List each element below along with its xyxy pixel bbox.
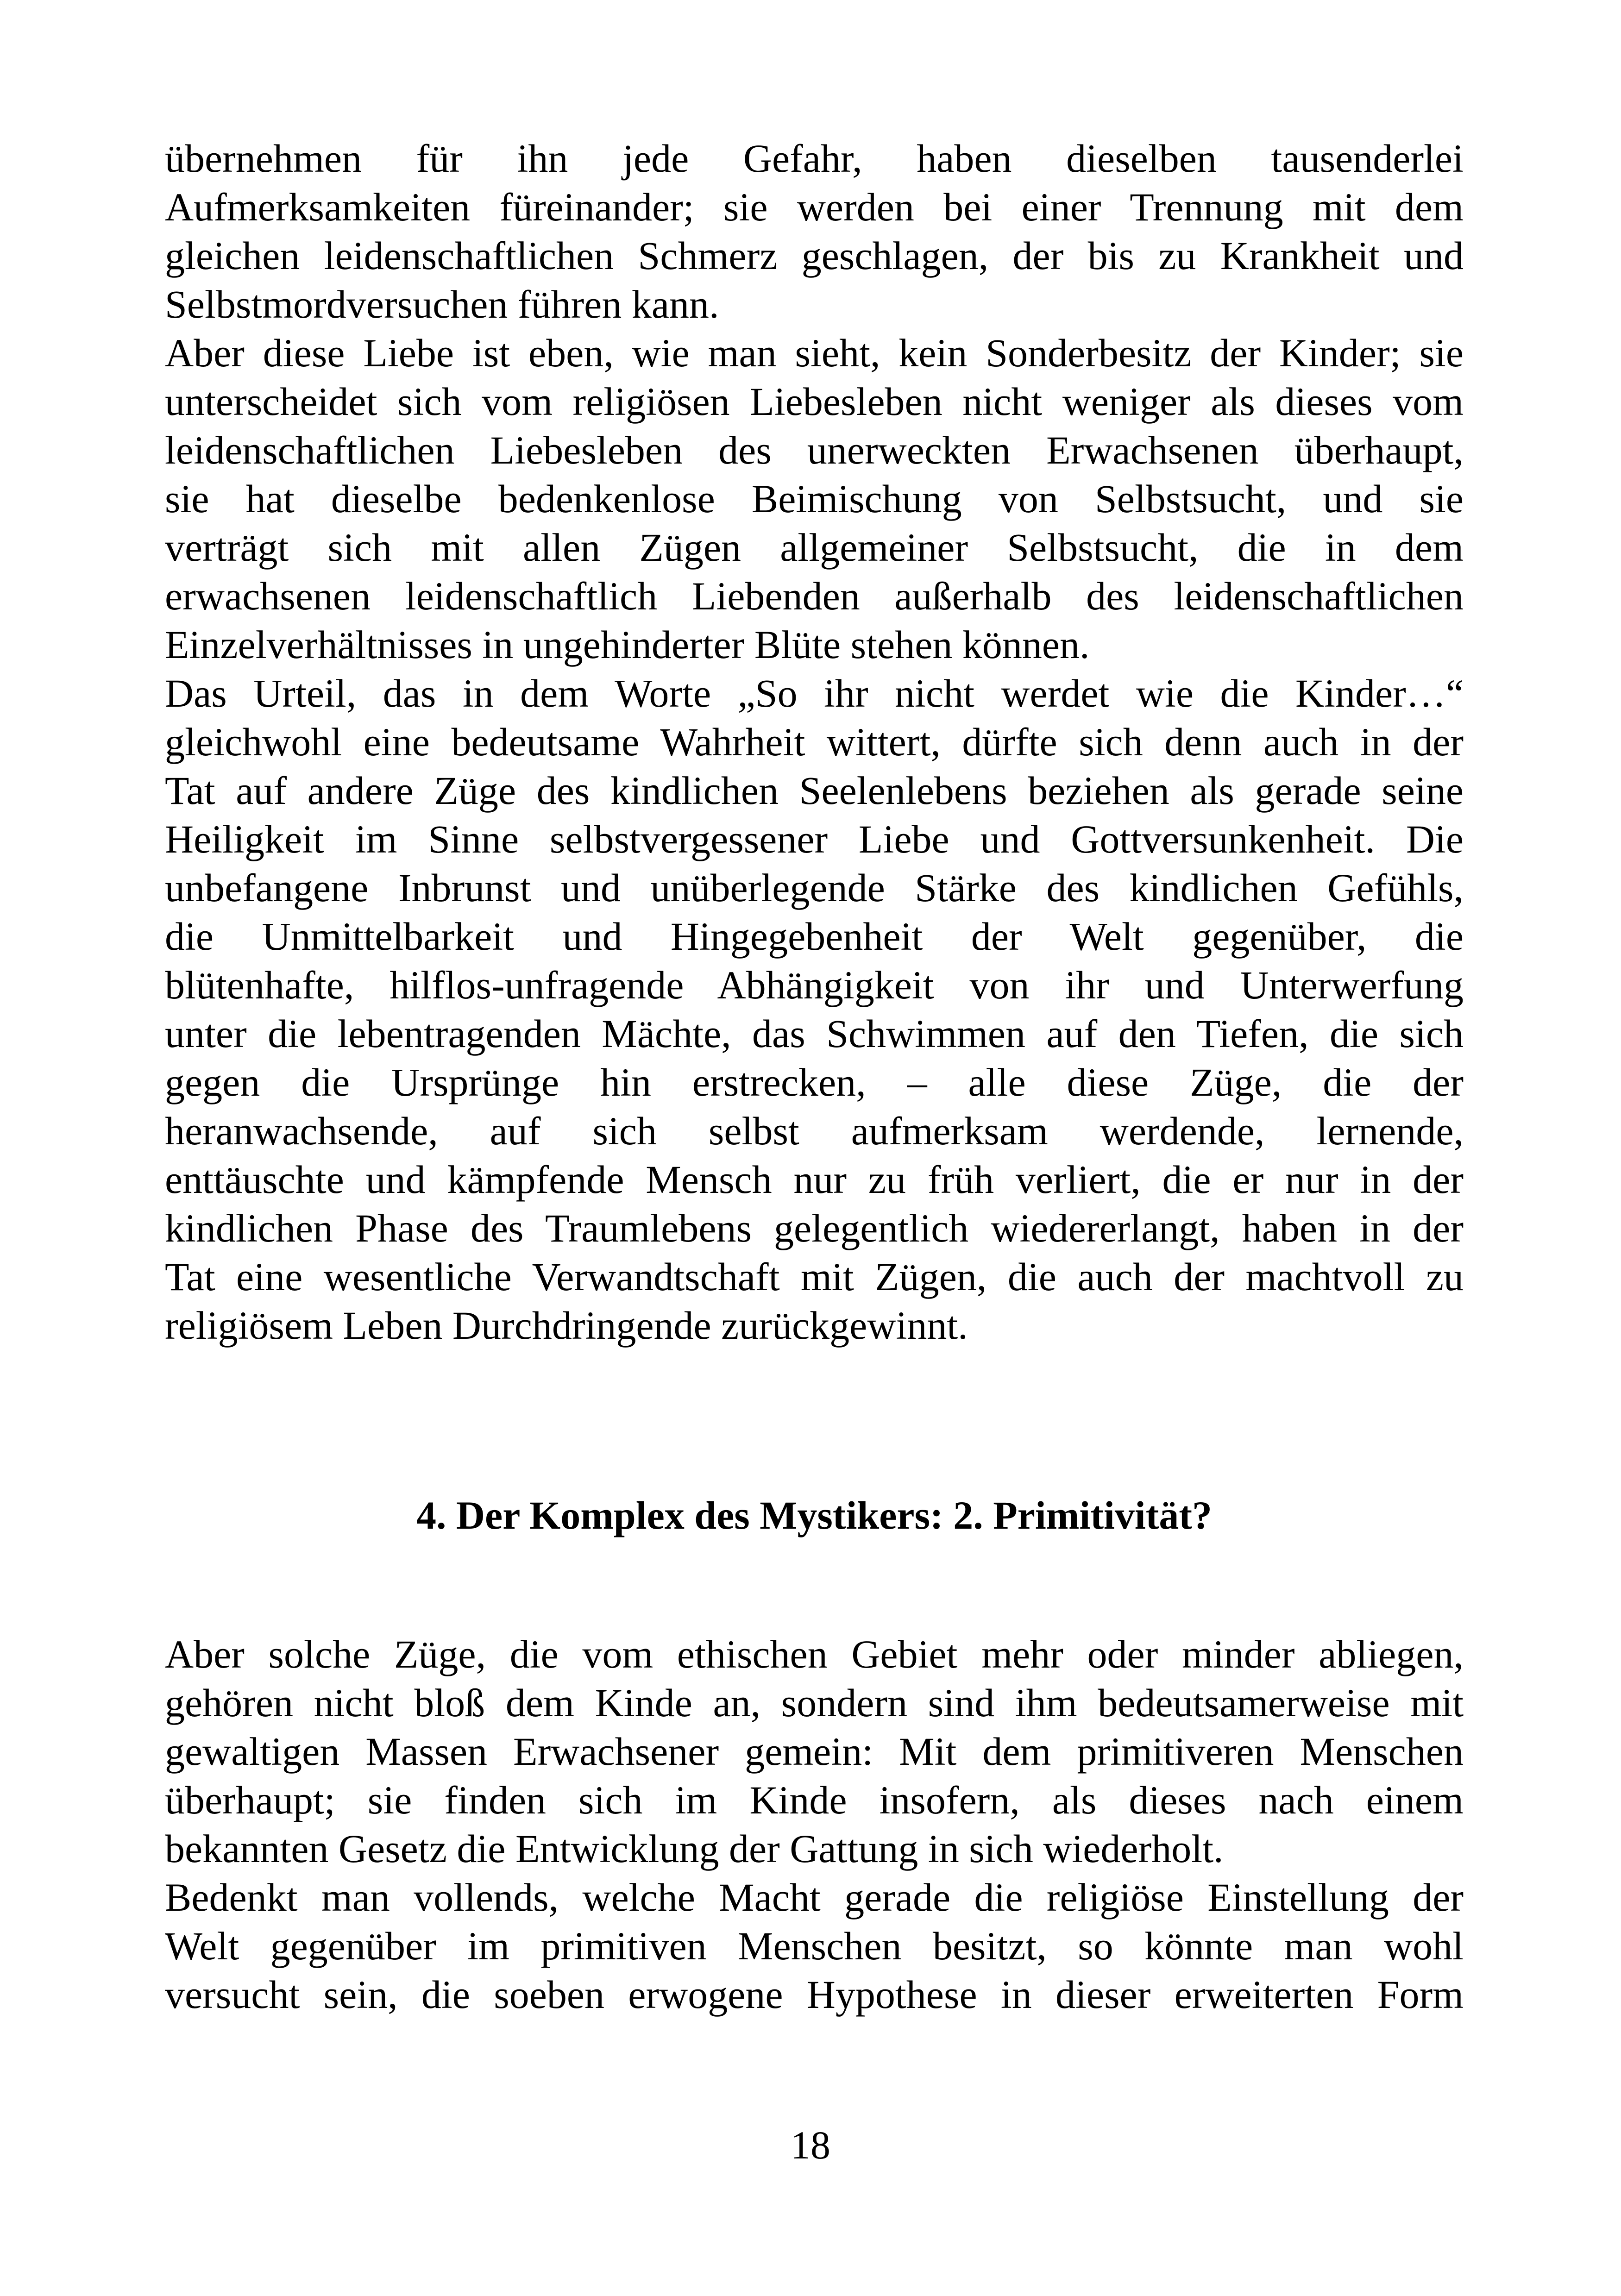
text-line: Das Urteil, das in dem Worte „So ihr nicht werdet wie die Kinder…“: [165, 671, 1464, 715]
text-line: kindlichen Phase des Traumlebens gelegentlich wiedererlangt, haben in der: [165, 1206, 1464, 1250]
text-line: versucht sein, die soeben erwogene Hypothese in dieser erweiterten Form: [165, 1972, 1464, 2017]
text-line: leidenschaftlichen Liebesleben des unerweckten Erwachsenen überhaupt,: [165, 428, 1464, 472]
text-line: Tat eine wesentliche Verwandtschaft mit Zügen, die auch der machtvoll zu: [165, 1255, 1464, 1299]
text-line: gleichwohl eine bedeutsame Wahrheit wittert, dürfte sich denn auch in der: [165, 720, 1464, 764]
text-line: die Unmittelbarkeit und Hingegebenheit der Welt gegenüber, die: [165, 914, 1464, 959]
paragraph-3: [165, 669, 1464, 1350]
section-heading: 4. Der Komplex des Mystikers: 2. Primitivität?: [416, 1493, 1213, 1537]
page-number: 18: [791, 2123, 830, 2167]
text-line: Bedenkt man vollends, welche Macht gerade die religiöse Einstellung der: [165, 1875, 1464, 1920]
text-line: verträgt sich mit allen Zügen allgemeiner Selbstsucht, die in dem: [165, 525, 1464, 570]
text-line: Aber diese Liebe ist eben, wie man sieht, kein Sonderbesitz der Kinder; sie: [165, 331, 1464, 375]
text-line: sie hat dieselbe bedenkenlose Beimischung von Selbstsucht, und sie: [165, 477, 1464, 521]
text-line: unbefangene Inbrunst und unüberlegende Stärke des kindlichen Gefühls,: [165, 866, 1464, 910]
section-paragraph-1: [165, 1630, 1464, 1873]
text-line: erwachsenen leidenschaftlich Liebenden außerhalb des leidenschaftlichen: [165, 574, 1464, 618]
text-line: bekannten Gesetz die Entwicklung der Gattung in sich wiederholt.: [165, 1826, 1224, 1871]
text-line: gehören nicht bloß dem Kinde an, sondern sind ihm bedeutsamerweise mit: [165, 1681, 1464, 1725]
text-line: enttäuschte und kämpfende Mensch nur zu früh verliert, die er nur in der: [165, 1157, 1464, 1202]
text-line: unter die lebentragenden Mächte, das Schwimmen auf den Tiefen, die sich: [165, 1011, 1464, 1056]
text-line: Tat auf andere Züge des kindlichen Seelenlebens beziehen als gerade seine: [165, 768, 1464, 813]
section-paragraph-2: [165, 1873, 1464, 2019]
text-line: gewaltigen Massen Erwachsener gemein: Mit dem primitiveren Menschen: [165, 1729, 1464, 1774]
text-line: Selbstmordversuchen führen kann.: [165, 282, 719, 326]
text-line: übernehmen für ihn jede Gefahr, haben dieselben tausenderlei: [165, 136, 1464, 181]
paragraph-1: [165, 134, 1464, 329]
text-line: Welt gegenüber im primitiven Menschen besitzt, so könnte man wohl: [165, 1924, 1464, 1968]
text-line: Heiligkeit im Sinne selbstvergessener Liebe und Gottversunkenheit. Die: [165, 817, 1464, 861]
text-line: Aber solche Züge, die vom ethischen Gebiet mehr oder minder abliegen,: [165, 1632, 1464, 1676]
text-line: religiösem Leben Durchdringende zurückgewinnt.: [165, 1303, 968, 1348]
text-line: unterscheidet sich vom religiösen Liebesleben nicht weniger als dieses vom: [165, 379, 1464, 424]
text-line: Aufmerksamkeiten füreinander; sie werden bei einer Trennung mit dem: [165, 185, 1464, 229]
text-line: blütenhafte, hilflos-unfragende Abhängigkeit von ihr und Unterwerfung: [165, 963, 1464, 1007]
text-line: gleichen leidenschaftlichen Schmerz geschlagen, der bis zu Krankheit und: [165, 233, 1464, 278]
paragraph-2: [165, 329, 1464, 669]
text-line: Einzelverhältnisses in ungehinderter Blüte stehen können.: [165, 622, 1090, 667]
text-line: heranwachsende, auf sich selbst aufmerksam werdende, lernende,: [165, 1109, 1464, 1153]
text-line: überhaupt; sie finden sich im Kinde insofern, als dieses nach einem: [165, 1778, 1464, 1822]
text-line: gegen die Ursprünge hin erstrecken, – alle diese Züge, die der: [165, 1060, 1464, 1104]
